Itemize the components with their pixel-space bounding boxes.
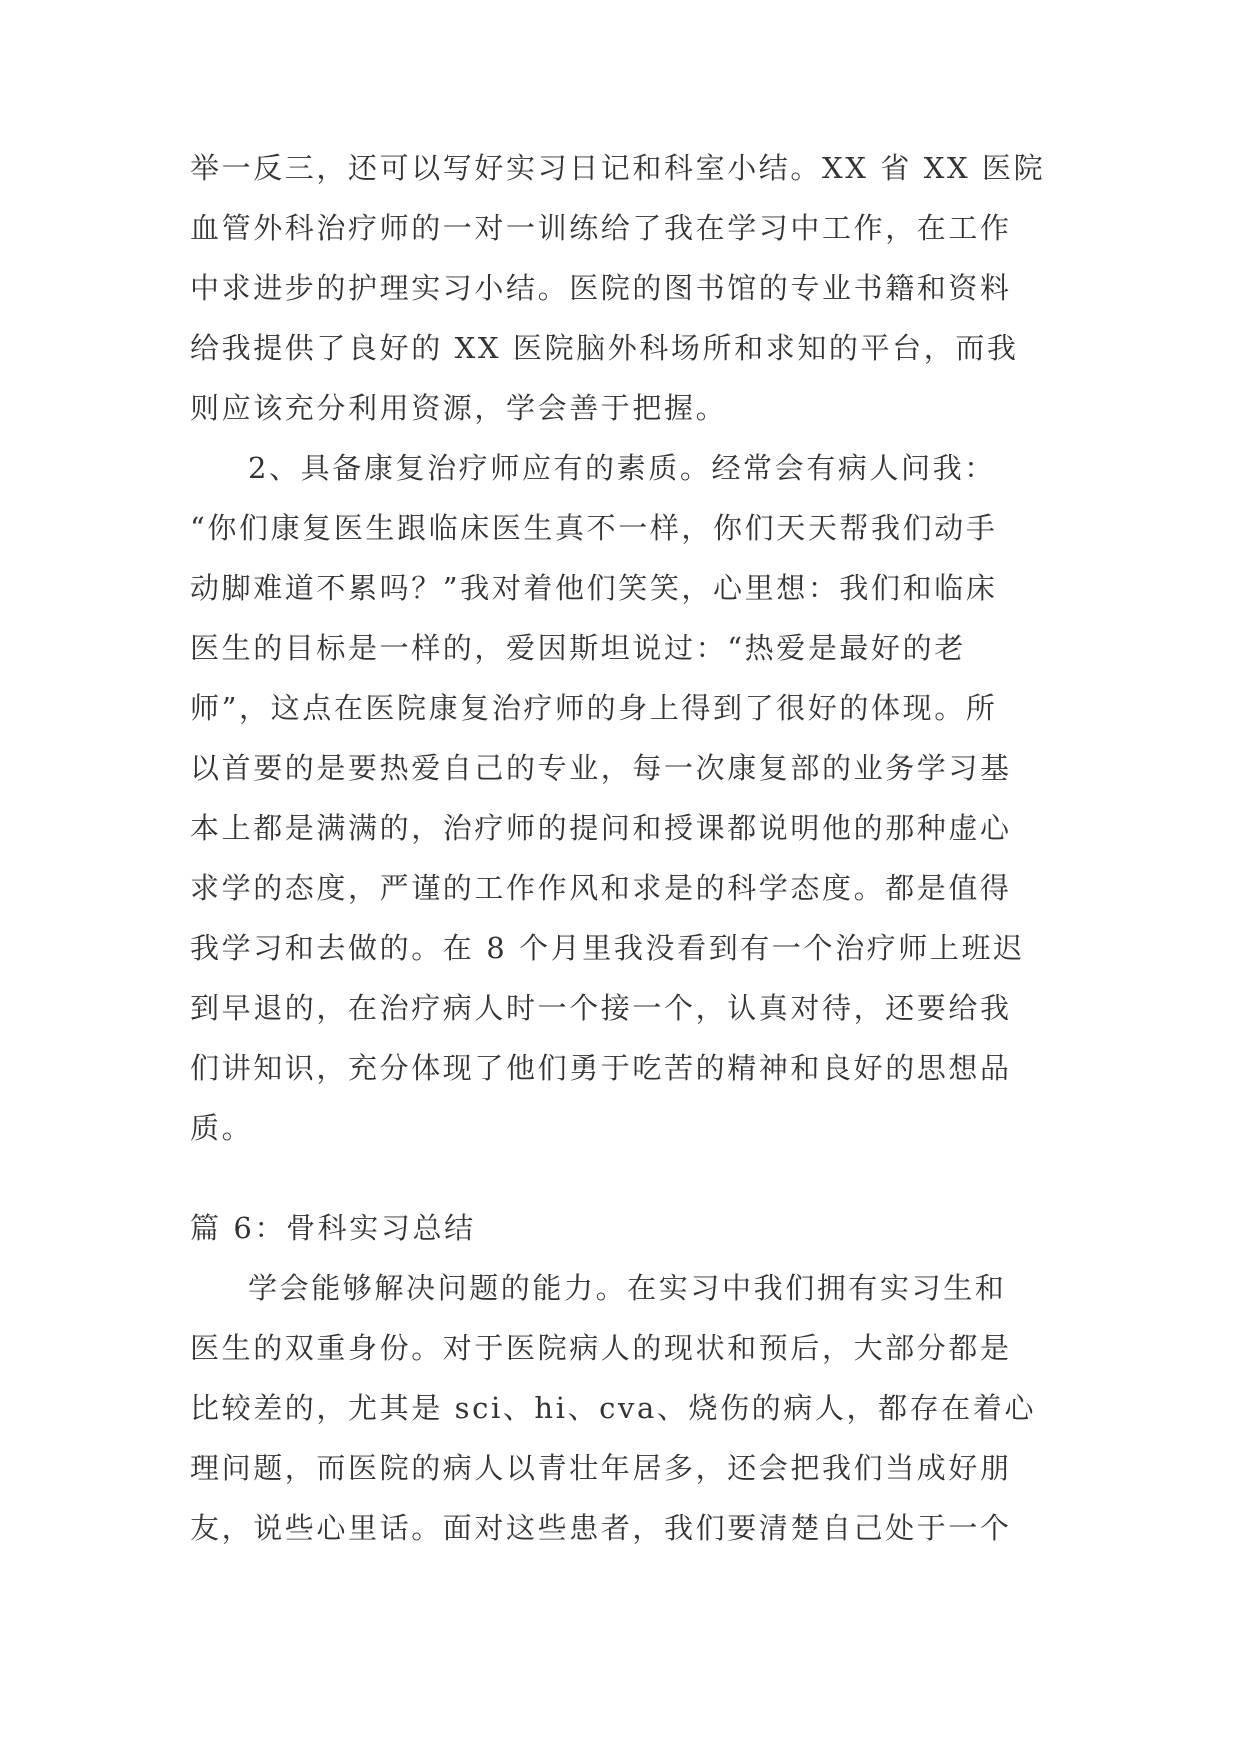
paragraph-1-line: 中求进步的护理实习小结。医院的图书馆的专业书籍和资料 — [190, 271, 1012, 305]
paragraph-2-line: 我学习和去做的。在 8 个月里我没看到有一个治疗师上班迟 — [190, 931, 1025, 965]
paragraph-2-line: 2、具备康复治疗师应有的素质。经常会有病人问我： — [248, 451, 996, 485]
paragraph-2-line: “你们康复医生跟临床医生真不一样，你们天天帮我们动手 — [190, 511, 998, 545]
paragraph-1-line: 给我提供了良好的 XX 医院脑外科场所和求知的平台，而我 — [190, 331, 1019, 365]
paragraph-3-line: 友，说些心里话。面对这些患者，我们要清楚自己处于一个 — [190, 1511, 1012, 1545]
paragraph-3-line: 理问题，而医院的病人以青壮年居多，还会把我们当成好朋 — [190, 1451, 1012, 1485]
paragraph-3-line: 学会能够解决问题的能力。在实习中我们拥有实习生和 — [248, 1271, 1007, 1305]
paragraph-2-line: 医生的目标是一样的，爱因斯坦说过：“热爱是最好的老 — [190, 631, 966, 665]
paragraph-3-line: 比较差的，尤其是 sci、hi、cva、烧伤的病人，都存在着心 — [190, 1391, 1037, 1425]
paragraph-2-line: 到早退的，在治疗病人时一个接一个，认真对待，还要给我 — [190, 991, 1012, 1025]
paragraph-2-line: 本上都是满满的，治疗师的提问和授课都说明他的那种虚心 — [190, 811, 1012, 845]
paragraph-2-line: 们讲知识，充分体现了他们勇于吃苦的精神和良好的思想品 — [190, 1051, 1012, 1085]
paragraph-1-line: 举一反三，还可以写好实习日记和科室小结。XX 省 XX 医院 — [190, 151, 1046, 185]
paragraph-2-line: 师”，这点在医院康复治疗师的身上得到了很好的体现。所 — [190, 691, 998, 725]
paragraph-1-line: 血管外科治疗师的一对一训练给了我在学习中工作，在工作 — [190, 211, 1012, 245]
paragraph-2-line: 求学的态度，严谨的工作作风和求是的科学态度。都是值得 — [190, 871, 1012, 905]
paragraph-2-line: 以首要的是要热爱自己的专业，每一次康复部的业务学习基 — [190, 751, 1012, 785]
section-heading: 篇 6：骨科实习总结 — [190, 1211, 476, 1245]
paragraph-1-line: 则应该充分利用资源，学会善于把握。 — [190, 391, 728, 425]
paragraph-3-line: 医生的双重身份。对于医院病人的现状和预后，大部分都是 — [190, 1331, 1012, 1365]
paragraph-2-line: 动脚难道不累吗？”我对着他们笑笑，心里想：我们和临床 — [190, 571, 998, 605]
paragraph-2-line: 质。 — [190, 1111, 254, 1145]
